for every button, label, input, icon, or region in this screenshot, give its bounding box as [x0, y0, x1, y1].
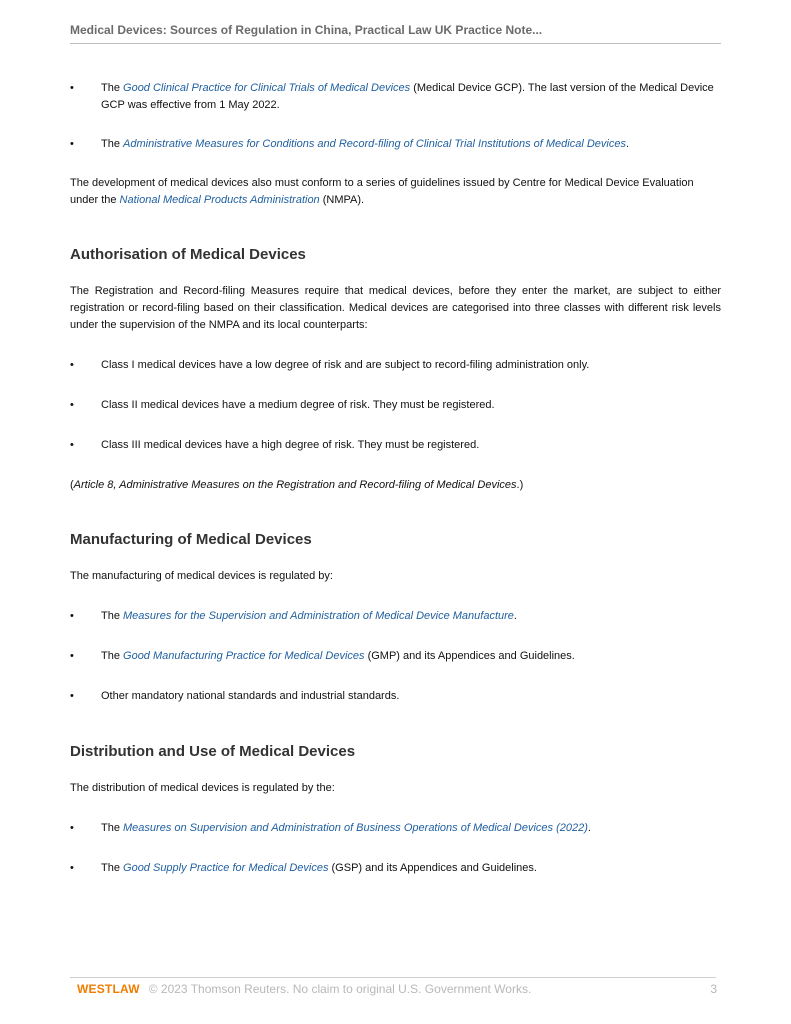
list-item: • The Administrative Measures for Conditions and Record-filing of Clinical Trial Institutions of Medical Devices. [70, 136, 721, 153]
page-footer [77, 982, 717, 998]
bullet-marker: • [70, 862, 74, 874]
header-divider [70, 43, 721, 44]
list-item: • The Measures for the Supervision and Administration of Medical Device Manufacture. [70, 608, 721, 625]
westlaw-logo: WESTLAW [77, 982, 140, 996]
section-heading-manufacturing: Manufacturing of Medical Devices [70, 531, 312, 548]
authorisation-citation: (Article 8, Administrative Measures on the Registration and Record-filing of Medical Devices.) [70, 479, 524, 491]
gmp-link[interactable]: Good Manufacturing Practice for Medical Devices [123, 650, 365, 662]
distribution-paragraph: The distribution of medical devices is regulated by the: [70, 782, 335, 794]
authorisation-paragraph: The Registration and Record-filing Measures require that medical devices, before they enter the market, are subject to either registration or record-filing based on their classification. Medical devices are categorised into three classes with different risk levels under the supervision of the NMPA and its local counterparts: [70, 285, 721, 331]
guidelines-paragraph: The development of medical devices also must conform to a series of guidelines issued by Centre for Medical Device Evaluation under the National Medical Products Administration (NMPA). [70, 177, 694, 206]
bullet-marker: • [70, 82, 74, 94]
list-item: • Class I medical devices have a low degree of risk and are subject to record-filing administration only. [70, 357, 721, 374]
bullet-marker: • [70, 399, 74, 411]
bullet-marker: • [70, 690, 74, 702]
section-heading-distribution: Distribution and Use of Medical Devices [70, 743, 356, 760]
list-item: • The Good Supply Practice for Medical Devices (GSP) and its Appendices and Guidelines. [70, 860, 721, 877]
bullet-marker: • [70, 610, 74, 622]
list-item: • The Good Clinical Practice for Clinical Trials of Medical Devices (Medical Device GCP). The last version of the Medical Device GCP was effective from 1 May 2022. [70, 82, 714, 111]
manufacturing-paragraph: The manufacturing of medical devices is regulated by: [70, 570, 333, 582]
footer-divider [70, 977, 716, 978]
list-item: • Class II medical devices have a medium degree of risk. They must be registered. [70, 397, 721, 414]
section-heading-authorisation: Authorisation of Medical Devices [70, 246, 306, 263]
bullet-marker: • [70, 359, 74, 371]
clinical-trial-institutions-link[interactable]: Administrative Measures for Conditions and Record-filing of Clinical Trial Institutions of Medical Devices [123, 138, 626, 150]
gsp-link[interactable]: Good Supply Practice for Medical Devices [123, 862, 329, 874]
business-operations-link[interactable]: Measures on Supervision and Administration of Business Operations of Medical Devices (2022) [123, 822, 588, 834]
page-header-title: Medical Devices: Sources of Regulation in China, Practical Law UK Practice Note... [70, 23, 543, 37]
nmpa-link[interactable]: National Medical Products Administration [119, 194, 320, 206]
bullet-marker: • [70, 138, 74, 150]
document-body [70, 80, 721, 877]
bullet-marker: • [70, 822, 74, 834]
manufacture-measures-link[interactable]: Measures for the Supervision and Administration of Medical Device Manufacture [123, 610, 514, 622]
copyright-notice: © 2023 Thomson Reuters. No claim to original U.S. Government Works. [148, 982, 532, 996]
list-item: • The Measures on Supervision and Administration of Business Operations of Medical Devices (2022). [70, 820, 721, 837]
page-number: 3 [710, 982, 717, 996]
bullet-marker: • [70, 650, 74, 662]
gcp-link[interactable]: Good Clinical Practice for Clinical Trials of Medical Devices [123, 82, 411, 94]
list-item: • The Good Manufacturing Practice for Medical Devices (GMP) and its Appendices and Guidelines. [70, 648, 721, 665]
bullet-marker: • [70, 439, 74, 451]
list-item: • Other mandatory national standards and industrial standards. [70, 688, 721, 705]
list-item: • Class III medical devices have a high degree of risk. They must be registered. [70, 437, 721, 454]
